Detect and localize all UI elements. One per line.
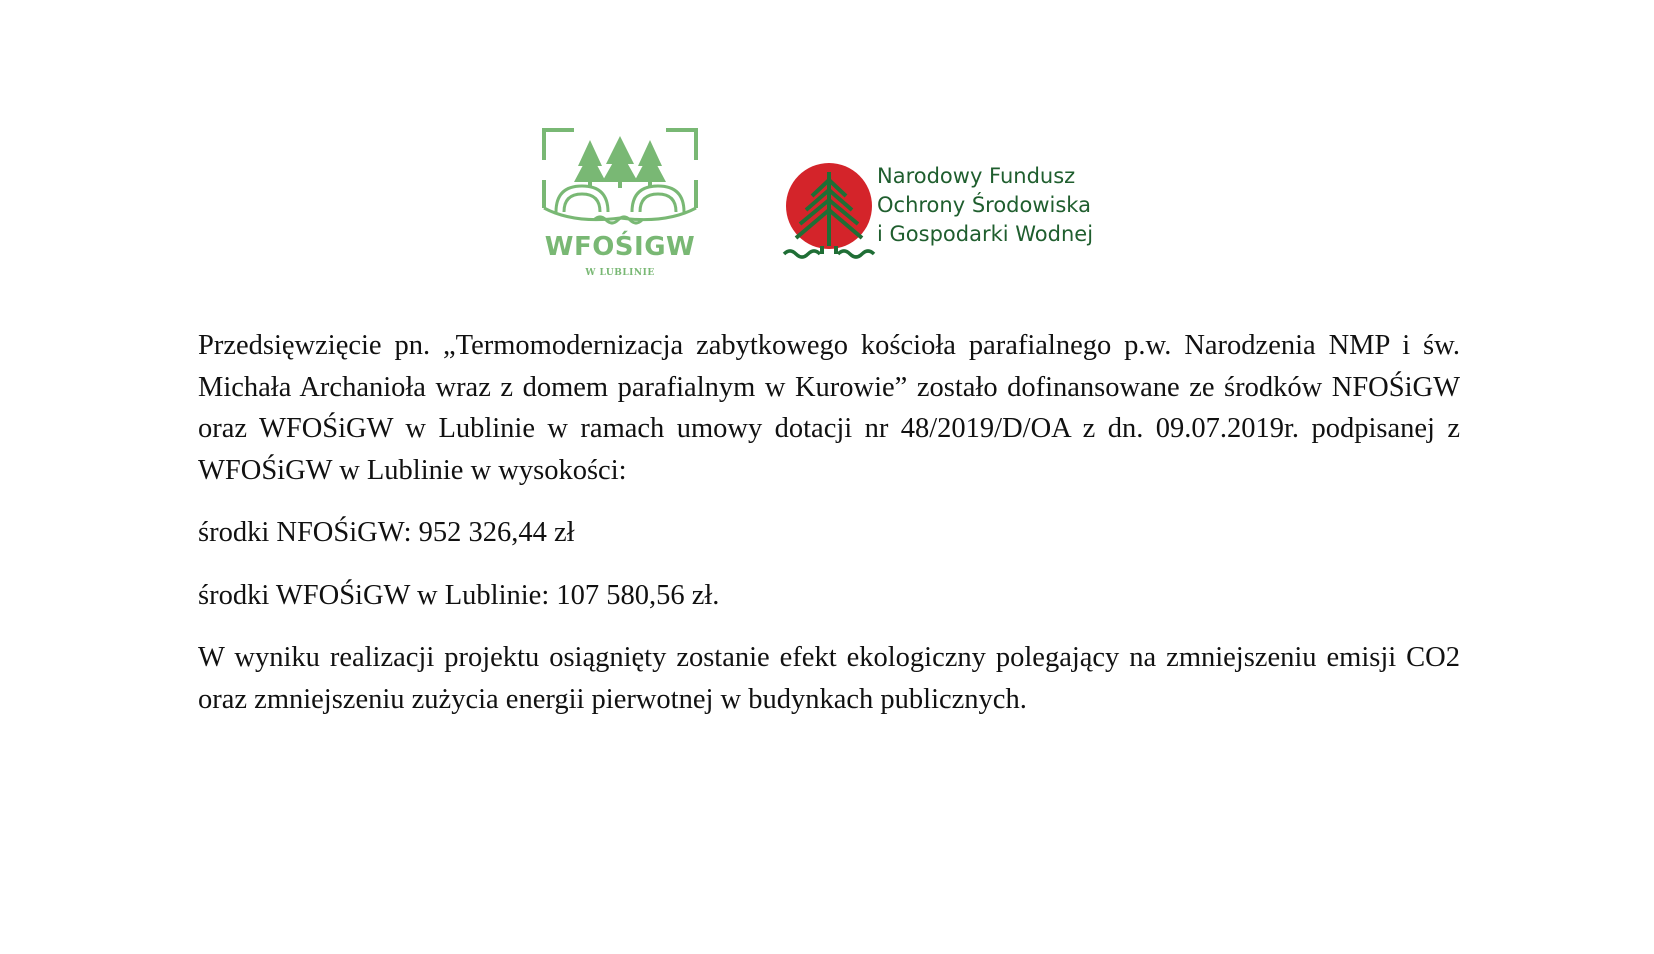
effect-paragraph: W wyniku realizacji projektu osiągnięty zostanie efekt ekologiczny polegający na zmniejszeniu emisji CO2 oraz zmniejszeniu zużycia energii pierwotnej w budynkach publicznych. bbox=[198, 642, 1460, 715]
funds-nfosigw: środki NFOŚiGW: 952 326,44 zł bbox=[198, 517, 575, 548]
intro-paragraph: Przedsięwzięcie pn. „Termomodernizacja zabytkowego kościoła parafialnego p.w. Narodzenia NMP i św. Michała Archanioła wraz z domem parafialnym w Kurowie” zostało dofinansowane ze środków NFOŚiGW oraz WFOŚiGW w Lublinie w ramach umowy dotacji nr 48/2019/D/OA z dn. 09.07.2019r. podpisanej z WFOŚiGW w Lublinie w wysokości: bbox=[198, 330, 1460, 486]
wfosigw-logo-text: WFOŚIGW bbox=[544, 232, 696, 262]
wfosigw-emblem-icon bbox=[534, 120, 706, 230]
nfosigw-line-2: Ochrony Środowiska bbox=[877, 193, 1091, 217]
funds-wfosigw: środki WFOŚiGW w Lublinie: 107 580,56 zł. bbox=[198, 579, 720, 611]
logos-header bbox=[0, 120, 1654, 290]
wfosigw-logo-subtitle: W LUBLINIE bbox=[585, 268, 655, 278]
nfosigw-emblem-icon bbox=[782, 162, 876, 264]
nfosigw-line-3: i Gospodarki Wodnej bbox=[877, 222, 1094, 246]
nfosigw-logo bbox=[782, 162, 1112, 272]
nfosigw-logo-text bbox=[877, 162, 1093, 249]
nfosigw-line-1: Narodowy Fundusz bbox=[877, 164, 1076, 188]
document-body bbox=[198, 325, 1460, 720]
wfosigw-logo bbox=[534, 120, 706, 285]
